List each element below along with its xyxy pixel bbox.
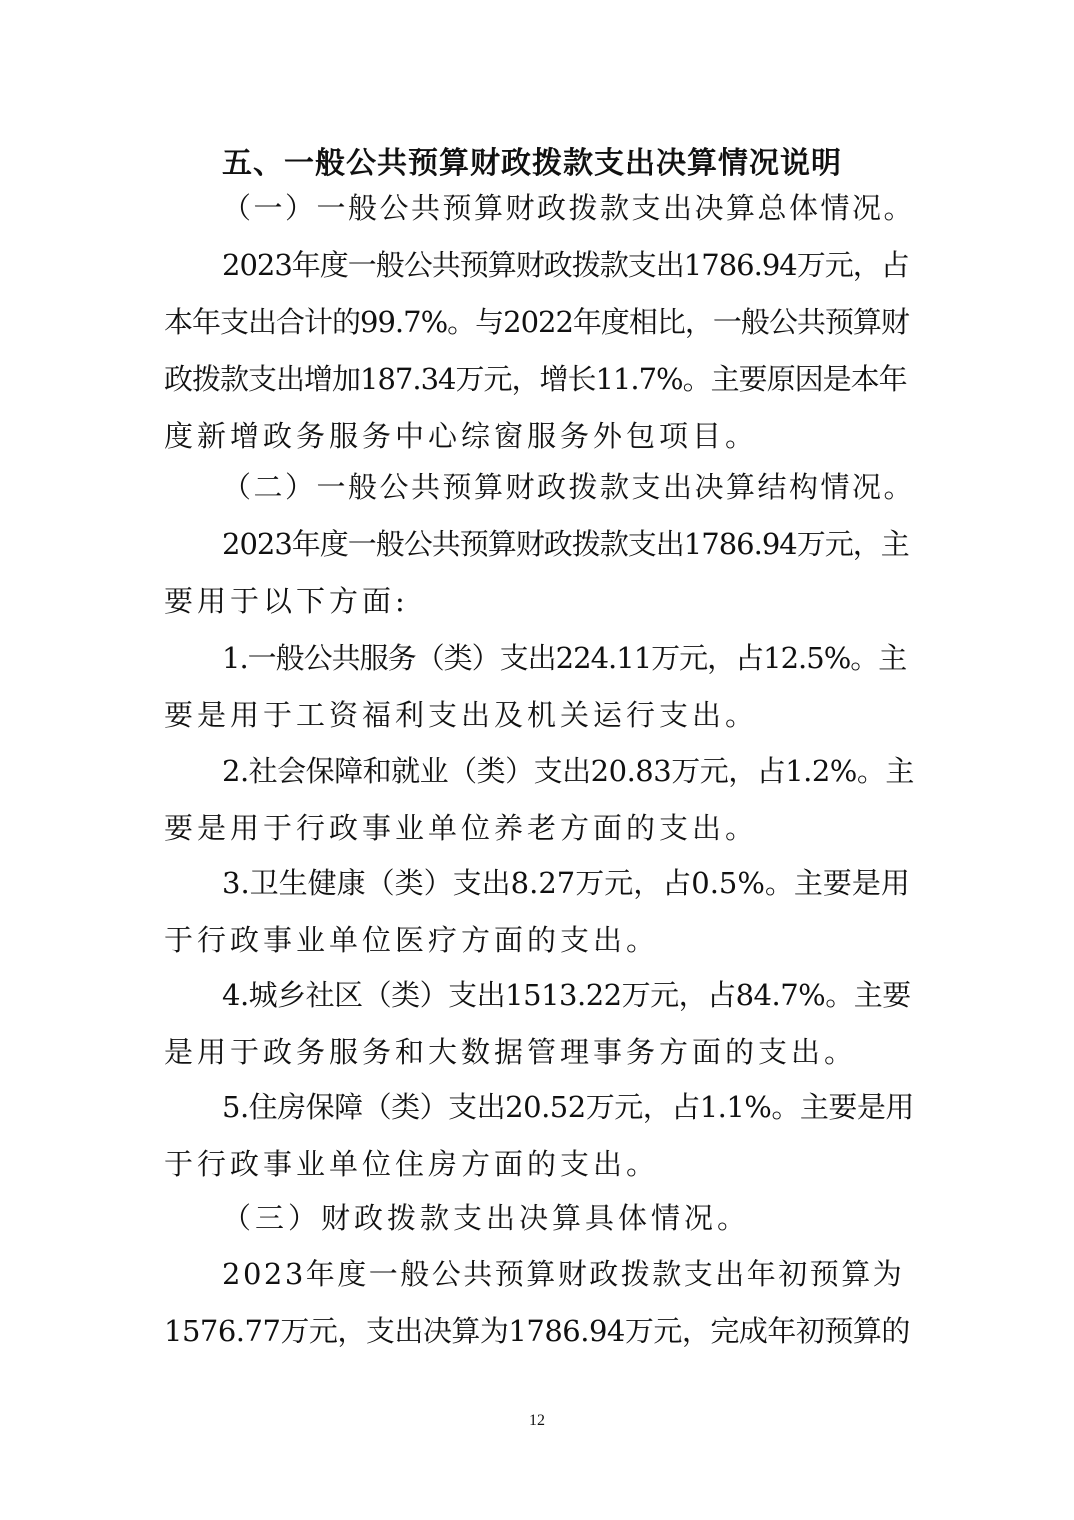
paragraph-item-5 <box>164 1079 914 1193</box>
paragraph-item-2 <box>164 743 914 857</box>
paragraph-item-4 <box>164 967 914 1081</box>
text-line: 要是用于工资福利支出及机关运行支出。 <box>164 698 759 732</box>
page-number: 12 <box>529 1412 545 1429</box>
text-line: 2023年度一般公共预算财政拨款支出1786.94万元，占 <box>222 248 909 282</box>
text-line: 政拨款支出增加187.34万元，增长11.7%。主要原因是本年 <box>164 362 907 396</box>
text-line: 2023年度一般公共预算财政拨款支出年初预算为 <box>222 1257 905 1291</box>
text-line: 是用于政务服务和大数据管理事务方面的支出。 <box>164 1035 858 1069</box>
text-line: 度新增政务服务中心综窗服务外包项目。 <box>164 419 759 453</box>
text-line: 5.住房保障（类）支出20.52万元，占1.1%。主要是用 <box>222 1090 914 1124</box>
paragraph-overall <box>164 237 914 465</box>
text-line: （三）财政拨款支出决算具体情况。 <box>222 1201 751 1235</box>
text-line: 2.社会保障和就业（类）支出20.83万元，占1.2%。主 <box>222 754 914 788</box>
paragraph-item-3 <box>164 855 914 969</box>
subheading-structure <box>222 459 922 516</box>
text-line: 4.城乡社区（类）支出1513.22万元，占84.7%。主要 <box>222 978 911 1012</box>
text-line: 要用于以下方面: <box>164 584 409 618</box>
section-heading: 五、一般公共预算财政拨款支出决算情况说明 <box>222 146 842 181</box>
text-line: 要是用于行政事业单位养老方面的支出。 <box>164 811 759 845</box>
text-line: 本年支出合计的99.7%。与2022年度相比，一般公共预算财 <box>164 305 909 339</box>
text-line: 于行政事业单位医疗方面的支出。 <box>164 923 660 957</box>
text-line: （二）一般公共预算财政拨款支出决算结构情况。 <box>222 470 916 504</box>
paragraph-item-1 <box>164 630 914 744</box>
text-line: 1.一般公共服务（类）支出224.11万元，占12.5%。主 <box>222 641 907 675</box>
text-line: （一）一般公共预算财政拨款支出决算总体情况。 <box>222 191 916 225</box>
paragraph-detail <box>164 1246 914 1360</box>
subheading-overall <box>222 180 922 237</box>
text-line: 2023年度一般公共预算财政拨款支出1786.94万元，主 <box>222 527 909 561</box>
text-line: 1576.77万元，支出决算为1786.94万元，完成年初预算的 <box>164 1314 910 1348</box>
text-line: 3.卫生健康（类）支出8.27万元，占0.5%。主要是用 <box>222 866 910 900</box>
paragraph-structure <box>164 516 914 630</box>
text-line: 于行政事业单位住房方面的支出。 <box>164 1147 660 1181</box>
subheading-detail <box>222 1190 922 1247</box>
